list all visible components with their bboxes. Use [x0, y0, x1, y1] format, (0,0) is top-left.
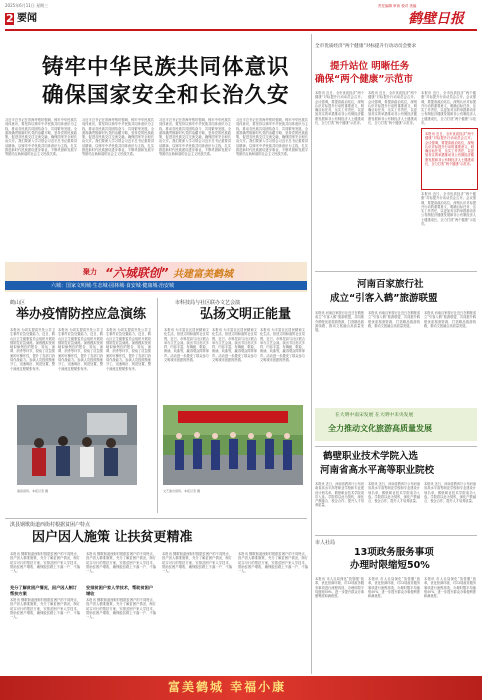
header-rule — [5, 29, 477, 31]
left-article-title: 举办疫情防控应急演练 — [16, 307, 147, 322]
lead-title: 铸牢中华民族共同体意识 — [42, 55, 290, 80]
right-col-3: 本报讯 近日，全市优质经济“两个健康”对标提升行动动员会召开。会议强调，要提高政治站位，深刻认识对标提升行动的重要意义，明确目标任务，压实工作责任，以更加务实的举措推动非公有制经济健康发展和非公有制经济人士健康成长，全力打造“两个健康”示范市。 — [421, 91, 476, 126]
mid-article-title: 弘扬文明正能量 — [200, 307, 292, 322]
left-article-col-3: 本报讯 为切实提高突发公共卫生事件应急处置能力，近日，鹤山区卫生健康委员会组织开展疫情防控应急演练。演练模拟发现疑似病例后的报告、转运、流调、消杀等环节，检验了应急预案的可操作性，提升了各部门协同作战能力。参演人员按照预案分工，迅速响应、规范处置，整个演练过程紧张有序。 — [106, 328, 151, 371]
poverty-col-2b: 本报讯 钢歌街道西街村根据贫困户的不同特点，因户因人精准施策，充分了解贫困户情况，制订切实可行的帮扶方案，安排贫困户家人学技术，帮助贫困户增收，确保脱贫路上不落一户、不落一人。 — [86, 598, 156, 620]
tourism-col-2: 本报讯 河南百家旅行社近日在鹤壁成立“引客入鹤”旅游联盟，共同推介鹤壁优质旅游资源，打造精品旅游线路，推动文旅融合高质量发展。 — [368, 311, 420, 328]
editor-info: 责任编辑 审读 校对 美编 — [378, 4, 417, 8]
mid-article-col-3: 本报讯 为丰富社区居民精神文化生活，营造文明和谐的社区氛围，近日，市科技局与社区联合举办文艺会演。演出节目形式多样、内容丰富，有舞蹈、歌曲、朗诵、戏曲等，赢得观众阵阵掌声。活动进一步激发了群众参与文明城市创建的热情。 — [260, 328, 305, 363]
college-col-1: 本报讯 近日，河南省教育厅公布河南省高水平高等职业学校和专业建设计划名单，鹤壁职业技术学院成功入选。学院将以此为契机，深化产教融合、校企合作，提升人才培养质量。 — [315, 482, 364, 508]
college-col-3: 本报讯 近日，河南省教育厅公布河南省高水平高等职业学校和专业建设计划名单，鹤壁职业技术学院成功入选。学院将以此为契机，深化产教融合、校企合作，提升人才培养质量。 — [424, 482, 476, 504]
service-col-1: 本报讯 市人社局深化“放管服”改革，优化营商环境，对13项政务服务事项进行流程再造，办理时限平均缩短50%，进一步提升群众办事便利度和满意度。 — [315, 577, 364, 599]
poverty-col-4: 本报讯 钢歌街道西街村根据贫困户的不同特点，因户因人精准施策，充分了解贫困户情况，制订切实可行的帮扶方案，安排贫困户家人学技术，帮助贫困户增收，确保脱贫路上不落一户、不落一人。 — [238, 552, 308, 574]
banner-right-text: 共建富美鹤城 — [173, 269, 233, 280]
mid-article-col-1: 本报讯 为丰富社区居民精神文化生活，营造文明和谐的社区氛围，近日，市科技局与社区联合举办文艺会演。演出节目形式多样、内容丰富，有舞蹈、歌曲、朗诵、戏曲等，赢得观众阵阵掌声。活动进一步激发了群众参与文明城市创建的热情。 — [164, 328, 209, 363]
lead-title-2: 确保国家安全和长治久安 — [42, 83, 290, 108]
drill-photo — [17, 405, 137, 485]
right-title-2: 确保“两个健康”示范市 — [315, 74, 413, 85]
right-col-2: 本报讯 近日，全市优质经济“两个健康”对标提升行动动员会召开。会议强调，要提高政治站位，深刻认识对标提升行动的重要意义，明确目标任务，压实工作责任，以更加务实的举措推动非公有制经济健康发展和非公有制经济人士健康成长，全力打造“两个健康”示范市。 — [368, 91, 417, 126]
poverty-col-3: 本报讯 钢歌街道西街村根据贫困户的不同特点，因户因人精准施策，充分了解贫困户情况，制订切实可行的帮扶方案，安排贫困户家人学技术，帮助贫困户增收，确保脱贫路上不落一户、不落一人。 — [162, 552, 232, 574]
lead-body-col-3: 习近平总书记在青海考察时强调，铸牢中华民族共同体意识，要坚持以铸牢中华民族共同体意识为主线，推动各民族共同团结奋斗、共同繁荣发展。全面准确贯彻新时代党的治藏方略，坚持党的民族政策，促进各民族交往交流交融，确保国家安全和长治久安。我们要深入学习领会习近平总书记重要讲话精神，以铸牢中华民族共同体意识为主线，扎实推进新时代民族团结进步事业，不断巩固和发展平等团结互助和谐的社会主义民族关系。 — [159, 118, 231, 157]
vertical-divider-right — [311, 34, 312, 674]
tourism-title-1: 河南百家旅行社 — [357, 279, 424, 290]
right-col-3b: 本报讯 近日，全市优质经济“两个健康”对标提升行动动员会召开。会议强调，要提高政治站位，深刻认识对标提升行动的重要意义，明确目标任务，压实工作责任，以更加务实的举措推动非公有制经济健康发展和非公有制经济人士健康成长，全力打造“两个健康”示范市。 — [421, 192, 476, 227]
left-article-kicker: 鹤山区 — [10, 300, 26, 306]
vertical-divider-left — [157, 298, 158, 513]
right-quote-text: 本报讯 近日，全市优质经济“两个健康”对标提升行动动员会召开。会议强调，要提高政治站位，深刻认识对标提升行动的重要意义，明确目标任务，压实工作责任，以更加务实的举措推动非公有制经济健康发展和非公有制经济人士健康成长，全力打造“两个健康”示范市。 — [425, 132, 474, 167]
masthead-logo: 鹤壁日报 — [408, 11, 464, 27]
poverty-col-2: 本报讯 钢歌街道西街村根据贫困户的不同特点，因户因人精准施策，充分了解贫困户情况，制订切实可行的帮扶方案，安排贫困户家人学技术，帮助贫困户增收，确保脱贫路上不落一户、不落一人。 — [86, 552, 156, 574]
page-number: 2 — [6, 12, 14, 25]
tourism-col-1: 本报讯 河南百家旅行社近日在鹤壁成立“引客入鹤”旅游联盟，共同推介鹤壁优质旅游资源，打造精品旅游线路，推动文旅融合高质量发展。 — [315, 311, 364, 333]
college-title-2: 河南省高水平高等职业院校 — [320, 465, 435, 476]
poverty-title: 因户因人施策 让扶贫更精准 — [32, 530, 193, 545]
poverty-sub-1: 充分了解贫困户情况，因户因人制订帮扶方案 — [10, 585, 78, 596]
banner-left-text: 聚力 — [83, 268, 97, 276]
stability-title: 全力推动文化旅游高质量发展 — [328, 424, 432, 433]
right-divider-1 — [315, 271, 477, 272]
right-kicker: 全市优质经济“两个健康”对标提升行动动员会要求 — [315, 44, 417, 49]
right-col-1: 本报讯 近日，全市优质经济“两个健康”对标提升行动动员会召开。会议强调，要提高政治站位，深刻认识对标提升行动的重要意义，明确目标任务，压实工作责任，以更加务实的举措推动非公有制经济健康发展和非公有制经济人士健康成长，全力打造“两个健康”示范市。 — [315, 91, 364, 126]
page-header — [0, 0, 482, 34]
performance-photo — [163, 405, 303, 485]
mid-article-kicker: 市科技局与社区联办文艺会演 — [175, 300, 241, 306]
poverty-kicker: 淇县钢歌街道西街村根据贫困户特点 — [10, 522, 91, 528]
poverty-sub-2: 安排贫困户家人学技术，帮助贫困户增收 — [86, 585, 154, 596]
college-title-1: 鹤壁职业技术学院入选 — [323, 451, 419, 462]
horizontal-divider-left — [5, 518, 307, 519]
stability-box — [315, 408, 477, 441]
performance-photo-caption: 文艺演出现场。本报记者 摄 — [163, 489, 200, 493]
right-divider-2 — [315, 446, 477, 447]
lead-body-col-4: 习近平总书记在青海考察时强调，铸牢中华民族共同体意识，要坚持以铸牢中华民族共同体意识为主线，推动各民族共同团结奋斗、共同繁荣发展。全面准确贯彻新时代党的治藏方略，坚持党的民族政策，促进各民族交往交流交融，确保国家安全和长治久安。我们要深入学习领会习近平总书记重要讲话精神，以铸牢中华民族共同体意识为主线，扎实推进新时代民族团结进步事业，不断巩固和发展平等团结互助和谐的社会主义民族关系。 — [236, 118, 308, 157]
poverty-col-1: 本报讯 钢歌街道西街村根据贫困户的不同特点，因户因人精准施策，充分了解贫困户情况，制订切实可行的帮扶方案，安排贫困户家人学技术，帮助贫困户增收，确保脱贫路上不落一户、不落一人。 — [10, 552, 80, 574]
footer-banner-text: 富美鹤城 幸福小康 — [168, 680, 287, 694]
footer-banner — [0, 676, 482, 700]
mid-article-col-2: 本报讯 为丰富社区居民精神文化生活，营造文明和谐的社区氛围，近日，市科技局与社区联合举办文艺会演。演出节目形式多样、内容丰富，有舞蹈、歌曲、朗诵、戏曲等，赢得观众阵阵掌声。活动进一步激发了群众参与文明城市创建的热情。 — [212, 328, 257, 363]
lead-body-col-2: 习近平总书记在青海考察时强调，铸牢中华民族共同体意识，要坚持以铸牢中华民族共同体意识为主线，推动各民族共同团结奋斗、共同繁荣发展。全面准确贯彻新时代党的治藏方略，坚持党的民族政策，促进各民族交往交流交融，确保国家安全和长治久安。我们要深入学习领会习近平总书记重要讲话精神，以铸牢中华民族共同体意识为主线，扎实推进新时代民族团结进步事业，不断巩固和发展平等团结互助和谐的社会主义民族关系。 — [82, 118, 154, 157]
banner-subline: 六城：国家文明城·生态城·园林城·食安城·健康城·治安城 — [51, 283, 174, 289]
right-title-1: 提升站位 明晰任务 — [330, 61, 410, 72]
service-col-3: 本报讯 市人社局深化“放管服”改革，优化营商环境，对13项政务服务事项进行流程再造，办理时限平均缩短50%，进一步提升群众办事便利度和满意度。 — [424, 577, 476, 599]
stability-kicker: 在大明中南宋发展 在大明中未央发展 — [335, 413, 414, 418]
banner-mid-text: “六城联创” — [105, 266, 169, 280]
section-name: 要闻 — [17, 13, 37, 24]
drill-scene-image — [17, 405, 137, 485]
lead-body — [5, 118, 307, 258]
service-kicker: 市人社局 — [315, 540, 336, 546]
six-city-banner — [5, 262, 307, 292]
drill-photo-caption: 演练现场。本报记者 摄 — [17, 489, 48, 493]
right-divider-3 — [315, 535, 477, 536]
left-article-col-1: 本报讯 为切实提高突发公共卫生事件应急处置能力，近日，鹤山区卫生健康委员会组织开展疫情防控应急演练。演练模拟发现疑似病例后的报告、转运、流调、消杀等环节，检验了应急预案的可操作性，提升了各部门协同作战能力。参演人员按照预案分工，迅速响应、规范处置，整个演练过程紧张有序。 — [10, 328, 55, 371]
right-quote-box — [421, 128, 478, 190]
service-col-2: 本报讯 市人社局深化“放管服”改革，优化营商环境，对13项政务服务事项进行流程再造，办理时限平均缩短50%，进一步提升群众办事便利度和满意度。 — [368, 577, 420, 599]
date-line: 2025年6月11日 星期三 — [5, 3, 49, 8]
service-title-2: 办理时限缩短50% — [350, 560, 430, 571]
lead-body-col-1: 习近平总书记在青海考察时强调，铸牢中华民族共同体意识，要坚持以铸牢中华民族共同体意识为主线，推动各民族共同团结奋斗、共同繁荣发展。全面准确贯彻新时代党的治藏方略，坚持党的民族政策，促进各民族交往交流交融，确保国家安全和长治久安。我们要深入学习领会习近平总书记重要讲话精神，以铸牢中华民族共同体意识为主线，扎实推进新时代民族团结进步事业，不断巩固和发展平等团结互助和谐的社会主义民族关系。 — [5, 118, 77, 157]
poverty-col-1b: 本报讯 钢歌街道西街村根据贫困户的不同特点，因户因人精准施策，充分了解贫困户情况，制订切实可行的帮扶方案，安排贫困户家人学技术，帮助贫困户增收，确保脱贫路上不落一户、不落一人。 — [10, 598, 80, 620]
tourism-title-2: 成立“引客入鹤”旅游联盟 — [330, 293, 438, 304]
service-title-1: 13项政务服务事项 — [354, 547, 434, 558]
college-col-2: 本报讯 近日，河南省教育厅公布河南省高水平高等职业学校和专业建设计划名单，鹤壁职业技术学院成功入选。学院将以此为契机，深化产教融合、校企合作，提升人才培养质量。 — [368, 482, 420, 504]
tourism-col-3: 本报讯 河南百家旅行社近日在鹤壁成立“引客入鹤”旅游联盟，共同推介鹤壁优质旅游资源，打造精品旅游线路，推动文旅融合高质量发展。 — [424, 311, 476, 328]
left-article-col-2: 本报讯 为切实提高突发公共卫生事件应急处置能力，近日，鹤山区卫生健康委员会组织开展疫情防控应急演练。演练模拟发现疑似病例后的报告、转运、流调、消杀等环节，检验了应急预案的可操作性，提升了各部门协同作战能力。参演人员按照预案分工，迅速响应、规范处置，整个演练过程紧张有序。 — [58, 328, 103, 371]
performance-scene-image — [163, 405, 303, 485]
